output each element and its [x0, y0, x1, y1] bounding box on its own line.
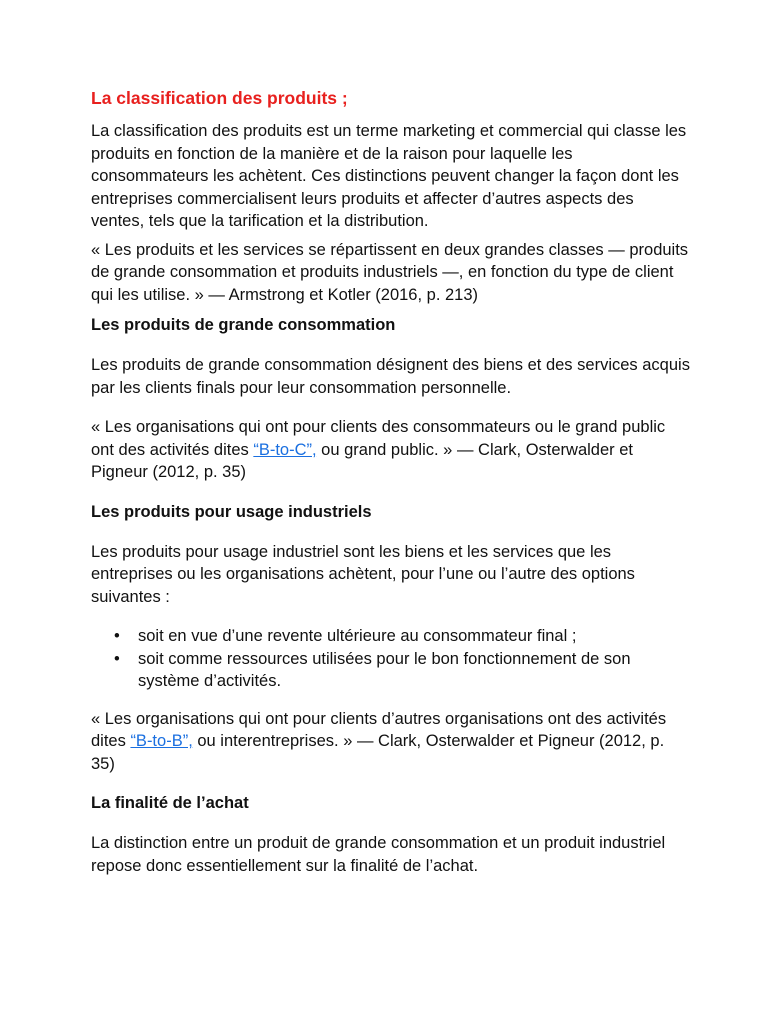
section-heading-usage-industriel: Les produits pour usage industriels — [91, 502, 372, 521]
quote-b-to-b-before: « Les organisations qui ont pour clients d’autres organisations ont des activités dites — [91, 709, 667, 750]
section-heading-finalite: La finalité de l’achat — [91, 794, 249, 812]
options-list — [91, 625, 691, 693]
section-text-finalite: La distinction entre un produit de grande consommation et un produit industriel repose donc essentiellement sur la finalité de l’achat. — [91, 834, 666, 875]
quote-b-to-c-after: ou grand public. » — Clark, Osterwalder et Pigneur (2012, p. 35) — [91, 440, 633, 481]
bullet-icon: • — [114, 627, 120, 645]
quote-b-to-b — [91, 708, 691, 776]
quote-armstrong-kotler: « Les produits et les services se répartissent en deux grandes classes — produits de grande consommation et produits industriels —, en fonction du type de client qui les utilise. » — Armstrong et Kotler (2016, p. 213) — [91, 240, 689, 304]
list-item-text: soit en vue d’une revente ultérieure au consommateur final ; — [138, 627, 577, 645]
document-title: La classification des produits ; — [91, 88, 348, 108]
list-item-text: soit comme ressources utilisées pour le bon fonctionnement de son système d’activités. — [138, 649, 631, 690]
intro-paragraph: La classification des produits est un terme marketing et commercial qui classe les produits en fonction de la manière et de la raison pour laquelle les consommateurs les achètent. Ces distinctions peuvent changer la façon dont les entreprises commercialisent leurs produits et affecter d’autres aspects des ventes, tels que la tarification et la distribution. — [91, 122, 687, 230]
section-text-grande-consommation: Les produits de grande consommation désignent des biens et des services acquis par les clients finals pour leur consommation personnelle. — [91, 356, 690, 397]
bullet-icon: • — [114, 649, 120, 668]
quote-b-to-b-after: ou interentreprises. » — Clark, Osterwalder et Pigneur (2012, p. 35) — [91, 732, 665, 773]
quote-b-to-c — [91, 416, 691, 484]
section-heading-grande-consommation: Les produits de grande consommation — [91, 316, 396, 334]
list-item — [114, 648, 691, 693]
list-item — [114, 625, 691, 648]
quote-b-to-c-before: « Les organisations qui ont pour clients des consommateurs ou le grand public ont des activités dites — [91, 418, 666, 459]
b-to-c-link[interactable]: “B-to-C”, — [253, 440, 317, 459]
document-page — [91, 85, 691, 877]
section-text-usage-industriel: Les produits pour usage industriel sont les biens et les services que les entreprises ou les organisations achètent, pour l’une ou l’autre des options suivantes : — [91, 542, 635, 606]
b-to-b-link[interactable]: “B-to-B”, — [130, 732, 193, 750]
